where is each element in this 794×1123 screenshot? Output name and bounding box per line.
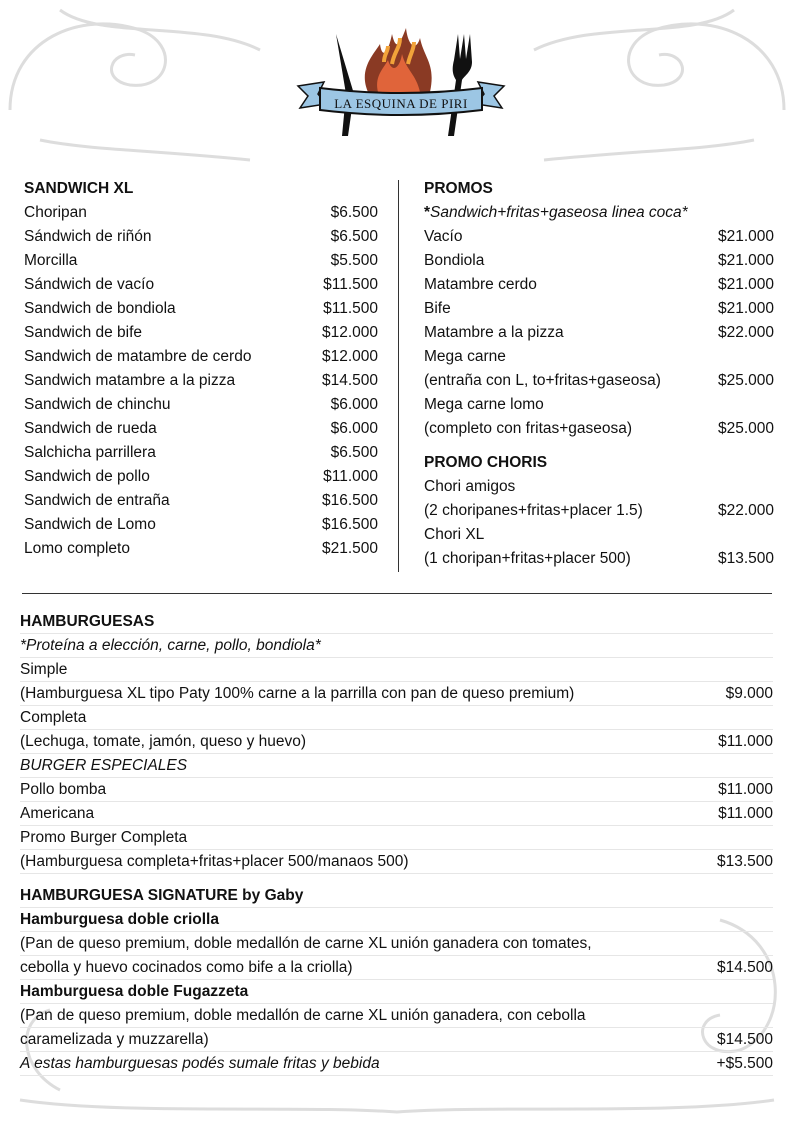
item-name: Sándwich de vacío [24,276,155,293]
item-price: $16.500 [321,516,378,533]
extra-text: A estas hamburguesas podés sumale fritas y bebida [20,1055,380,1072]
menu-item [424,523,774,547]
item-price: $21.000 [717,300,774,317]
item-price: $21.000 [717,228,774,245]
item-name: (Lechuga, tomate, jamón, queso y huevo) [20,733,307,750]
menu-item [424,393,774,417]
note-star: * [424,204,431,221]
item-name: Bondiola [424,252,485,269]
item-price: $22.000 [717,502,774,519]
section-title: HAMBURGUESA SIGNATURE by Gaby [20,884,773,908]
item-name: Sandwich de bife [24,324,143,341]
promos-section [424,177,774,571]
brand-logo [296,24,506,140]
item-name: Chori XL [424,526,485,543]
item-name: Sandwich de matambre de cerdo [24,348,252,365]
item-desc: cebolla y huevo cocinados como bife a la criolla) [20,959,353,976]
section-divider [22,593,772,594]
item-name: Simple [20,661,68,678]
item-name: Sandwich de Lomo [24,516,156,533]
item-price: $9.000 [725,685,773,702]
item-price: $6.500 [330,204,378,221]
item-name: (entraña con L, to+fritas+gaseosa) [424,372,661,389]
menu-item [20,730,773,754]
item-name: Chori amigos [424,478,516,495]
menu-item [24,417,378,441]
promos-note [424,201,774,225]
section-title: PROMOS [424,180,493,197]
signature-item-name [20,980,773,1004]
menu-item [24,201,378,225]
menu-item [24,297,378,321]
item-price: $12.000 [321,348,378,365]
menu-item [24,249,378,273]
item-name: Sandwich de bondiola [24,300,176,317]
brand-name: LA ESQUINA DE PIRI [334,96,468,111]
item-name: Matambre a la pizza [424,324,564,341]
item-name: (2 choripanes+fritas+placer 1.5) [424,502,643,519]
item-price: $13.500 [717,550,774,567]
item-price: $5.500 [330,252,378,269]
item-desc: (Pan de queso premium, doble medallón de carne XL unión ganadera con tomates, [20,935,592,952]
item-name: Lomo completo [24,540,130,557]
item-price: $16.500 [321,492,378,509]
menu-item [20,778,773,802]
item-price: $11.000 [718,733,773,750]
note-text: Sandwich+fritas+gaseosa linea coca* [430,204,688,221]
section-title: SANDWICH XL [24,180,134,197]
item-price: $6.500 [330,228,378,245]
menu-item [24,321,378,345]
ornament-top-left [0,0,300,180]
menu-item [424,225,774,249]
menu-item [20,706,773,730]
item-price: $11.000 [718,781,773,798]
item-price: $11.000 [718,805,773,822]
item-price: $11.000 [323,468,378,485]
item-name: Americana [20,805,95,822]
item-name: Promo Burger Completa [20,829,188,846]
menu-item [20,850,773,874]
item-price: $6.000 [330,420,378,437]
item-price: $22.000 [717,324,774,341]
extra-row [20,1052,773,1076]
menu-item [24,441,378,465]
item-price: $11.500 [323,300,378,317]
signature-item-desc [20,1028,773,1052]
item-price: $14.500 [716,1031,773,1048]
menu-item [424,273,774,297]
item-price: $11.500 [323,276,378,293]
menu-item [20,658,773,682]
item-price: $12.000 [321,324,378,341]
menu-item [24,537,378,561]
item-name: Hamburguesa doble criolla [20,911,219,928]
item-desc: caramelizada y muzzarella) [20,1031,209,1048]
item-name: (Hamburguesa completa+fritas+placer 500/manaos 500) [20,853,409,870]
item-price: $21.000 [717,276,774,293]
item-name: Sandwich de entraña [24,492,170,509]
item-price: $21.500 [321,540,378,557]
menu-item [424,499,774,523]
item-price: $14.500 [716,959,773,976]
item-name: Sandwich de pollo [24,468,150,485]
item-name: Salchicha parrillera [24,444,156,461]
signature-item-name [20,908,773,932]
especiales-title: BURGER ESPECIALES [20,754,773,778]
signature-item-desc [20,932,773,956]
item-price: $14.500 [321,372,378,389]
item-name: (1 choripan+fritas+placer 500) [424,550,631,567]
item-price: $25.000 [717,372,774,389]
item-name: Vacío [424,228,463,245]
menu-item [424,475,774,499]
menu-item [424,297,774,321]
menu-item [20,802,773,826]
menu-item [24,489,378,513]
item-name: Bife [424,300,451,317]
menu-item [24,513,378,537]
menu-item [424,249,774,273]
menu-item [424,417,774,441]
menu-item [424,547,774,571]
extra-price: +$5.500 [716,1055,773,1072]
item-name: Sandwich matambre a la pizza [24,372,236,389]
item-name: Mega carne [424,348,506,365]
hamburguesas-note: *Proteína a elección, carne, pollo, bondiola* [20,634,773,658]
item-name: (Hamburguesa XL tipo Paty 100% carne a la parrilla con pan de queso premium) [20,685,575,702]
section-title: HAMBURGUESAS [20,610,773,634]
item-price: $21.000 [717,252,774,269]
sandwich-xl-section [24,177,378,561]
signature-item-desc [20,1004,773,1028]
item-name: Sandwich de chinchu [24,396,171,413]
item-name: Completa [20,709,87,726]
item-desc: (Pan de queso premium, doble medallón de carne XL unión ganadera, con cebolla [20,1007,586,1024]
item-name: Matambre cerdo [424,276,537,293]
menu-item [24,345,378,369]
column-divider [398,180,399,572]
menu-item [24,393,378,417]
item-name: Mega carne lomo [424,396,544,413]
menu-item [424,321,774,345]
item-name: Morcilla [24,252,78,269]
menu-item [20,682,773,706]
hamburguesas-section [20,610,773,1076]
item-price: $6.500 [330,444,378,461]
section-title: PROMO CHORIS [424,454,548,471]
item-name: Pollo bomba [20,781,107,798]
item-name: Sandwich de rueda [24,420,157,437]
menu-item [24,465,378,489]
menu-item [24,369,378,393]
signature-item-desc [20,956,773,980]
menu-item [20,826,773,850]
item-price: $6.000 [330,396,378,413]
item-name: Sándwich de riñón [24,228,152,245]
item-price: $25.000 [717,420,774,437]
ornament-top-right [494,0,794,180]
item-name: Choripan [24,204,87,221]
menu-item [424,345,774,369]
menu-item [24,225,378,249]
item-name: Hamburguesa doble Fugazzeta [20,983,249,1000]
menu-item [24,273,378,297]
item-name: (completo con fritas+gaseosa) [424,420,633,437]
menu-item [424,369,774,393]
item-price: $13.500 [716,853,773,870]
